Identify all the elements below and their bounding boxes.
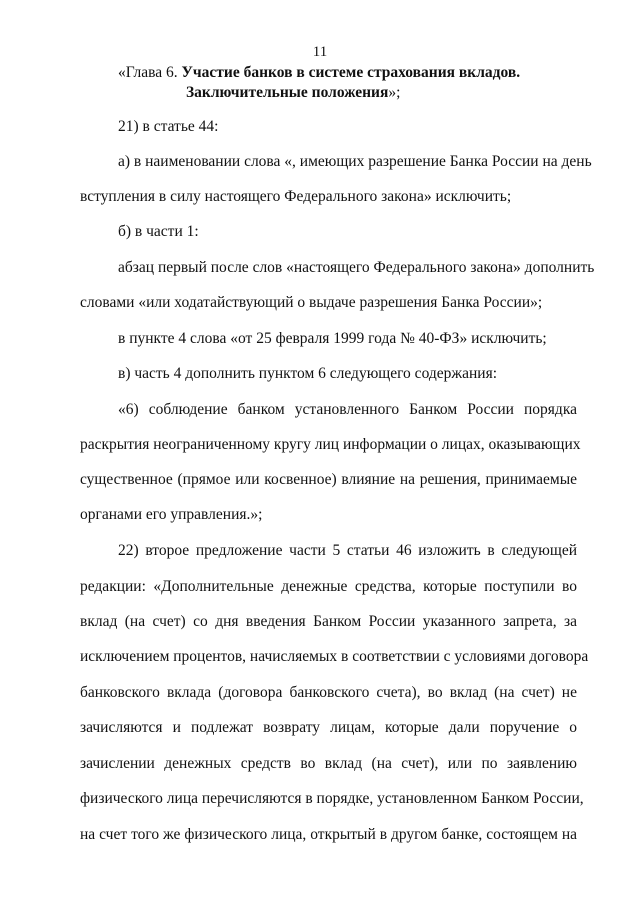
chapter-heading-suffix: »; — [388, 84, 401, 101]
paragraph-line: 21) в статье 44: — [118, 118, 219, 135]
paragraph-line: вклад (на счет) со дня введения Банком России указанного запрета, за — [80, 613, 577, 630]
paragraph-line: существенное (прямое или косвенное) влияние на решения, принимаемые — [80, 471, 577, 488]
paragraph-line: в) часть 4 дополнить пунктом 6 следующего содержания: — [118, 365, 498, 382]
paragraph-line: зачисляются и подлежат возврату лицам, которые дали поручение о — [80, 719, 577, 736]
paragraph-line: вступления в силу настоящего Федерального закона» исключить; — [80, 188, 512, 205]
page-number: 11 — [312, 44, 328, 60]
paragraph-line: раскрытия неограниченному кругу лиц информации о лицах, оказывающих — [80, 436, 581, 453]
chapter-heading-title-1: Участие банков в системе страхования вкладов. — [181, 64, 521, 81]
paragraph-line: редакции: «Дополнительные денежные средства, которые поступили во — [80, 578, 577, 595]
paragraph-line: исключением процентов, начисляемых в соответствии с условиями договора — [80, 648, 589, 665]
paragraph-line: физического лица перечисляются в порядке, установленном Банком России, — [80, 790, 584, 807]
paragraph-line: зачислении денежных средств во вклад (на счет), или по заявлению — [80, 755, 577, 772]
paragraph-line: а) в наименовании слова «, имеющих разрешение Банка России на день — [118, 153, 592, 170]
chapter-heading-line-2 — [186, 84, 400, 102]
chapter-heading-line-1 — [118, 64, 520, 82]
paragraph-line: словами «или ходатайствующий о выдаче разрешения Банка России»; — [80, 294, 543, 311]
paragraph-line: банковского вклада (договора банковского счета), во вклад (на счет) не — [80, 684, 577, 701]
chapter-heading-prefix: «Глава 6. — [118, 64, 182, 81]
paragraph-line: на счет того же физического лица, открытый в другом банке, состоящем на — [80, 826, 577, 843]
paragraph-line: в пункте 4 слова «от 25 февраля 1999 года № 40-ФЗ» исключить; — [118, 330, 547, 347]
paragraph-line: 22) второе предложение части 5 статьи 46 изложить в следующей — [118, 542, 577, 559]
paragraph-line: абзац первый после слов «настоящего Федерального закона» дополнить — [118, 259, 595, 276]
paragraph-line: «6) соблюдение банком установленного Банком России порядка — [118, 401, 577, 418]
paragraph-line: б) в части 1: — [118, 223, 199, 240]
chapter-heading-title-2: Заключительные положения — [186, 84, 389, 101]
paragraph-line: органами его управления.»; — [80, 506, 263, 523]
